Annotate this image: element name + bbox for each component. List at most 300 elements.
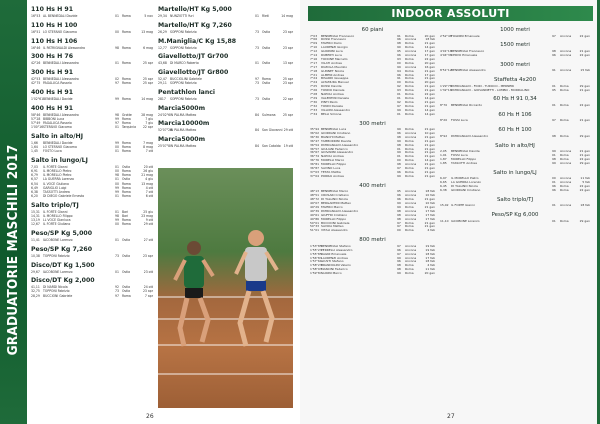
event-heading: 60 Hs H 106 bbox=[498, 111, 532, 118]
venue: Roma bbox=[405, 138, 414, 143]
athlete-name: GARIGLIO Luigi bbox=[43, 185, 67, 190]
birth-year: 98 bbox=[115, 213, 119, 218]
result-mark: 7"03 bbox=[310, 33, 318, 38]
date: 20 gen bbox=[424, 80, 435, 85]
date: 23 apr bbox=[282, 81, 293, 86]
event-heading: Marcia10000m bbox=[158, 120, 210, 128]
venue: Roma bbox=[405, 220, 414, 225]
date: 21 gen bbox=[424, 162, 435, 167]
result-mark: 49"07 bbox=[310, 201, 320, 206]
venue: Roma bbox=[560, 102, 569, 107]
date: 21 gen bbox=[579, 48, 590, 53]
venue: Ancona bbox=[560, 52, 572, 57]
result-row bbox=[31, 46, 153, 50]
result-row bbox=[158, 46, 293, 50]
result-row bbox=[31, 149, 153, 153]
venue: Roma bbox=[122, 45, 131, 50]
event-heading: 400 metri bbox=[359, 182, 386, 189]
result-mark: 42"75 bbox=[31, 81, 41, 86]
result-mark: 41,11 bbox=[31, 285, 40, 290]
venue: Ostia bbox=[122, 269, 131, 274]
venue: Roma bbox=[405, 166, 414, 171]
birth-year: 99 bbox=[397, 138, 401, 143]
birth-year: 98 bbox=[397, 142, 401, 147]
event-heading: Salto in alto/HJ bbox=[495, 142, 535, 149]
athlete-name: LAURENZI Giorgio bbox=[321, 45, 348, 50]
athlete-name: TONDO Daniele bbox=[321, 88, 345, 93]
result-block bbox=[158, 136, 293, 148]
venue: Roma bbox=[122, 29, 131, 34]
venue: Roma bbox=[122, 14, 131, 18]
venue: Ancona bbox=[405, 162, 417, 167]
birth-year: 92 bbox=[115, 285, 119, 290]
date: 29 gen bbox=[579, 83, 590, 88]
athlete-name: GIORDANI Cristiano bbox=[321, 130, 351, 135]
result-mark: 1,64 bbox=[31, 145, 38, 150]
venue: Ancona bbox=[405, 49, 417, 54]
date: 14 gen bbox=[424, 107, 435, 112]
athlete-name: PATRIGNALDI - GIOVANNETTI - LOMBO - MORDALINO bbox=[451, 87, 530, 92]
result-mark: 6,38 bbox=[31, 189, 38, 194]
date: 21 gen bbox=[579, 149, 590, 154]
result-mark: 10,38 bbox=[31, 253, 40, 258]
result-mark: 6,91 bbox=[31, 169, 38, 174]
date: 29 ott bbox=[283, 128, 293, 133]
result-mark: 16"46 bbox=[31, 45, 41, 50]
venue: Roma bbox=[405, 76, 414, 81]
result-block bbox=[158, 53, 293, 65]
athlete-name: DI TALLINO Nicola bbox=[451, 184, 478, 189]
event-heading: 300 Hs H 76 bbox=[31, 53, 74, 61]
birth-year: 01 bbox=[115, 194, 119, 199]
date: 21 gen bbox=[424, 146, 435, 151]
venue: Ancona bbox=[405, 255, 417, 260]
birth-year: 92 bbox=[397, 84, 401, 89]
venue: Roma bbox=[560, 188, 569, 192]
venue: Roma bbox=[122, 61, 131, 66]
birth-year: 99 bbox=[397, 255, 401, 260]
date: 22 gen bbox=[579, 188, 590, 192]
result-mark: 7"24 bbox=[310, 76, 318, 81]
result-block bbox=[440, 170, 590, 193]
result-mark: 6,38 bbox=[440, 188, 447, 192]
birth-year: 99 bbox=[115, 116, 119, 121]
result-mark: 15,02 bbox=[440, 203, 449, 208]
venue: Roma bbox=[405, 72, 414, 77]
athlete-name: LL VOCE Gianluca bbox=[43, 218, 71, 223]
result-row bbox=[158, 81, 293, 85]
result-mark: 57"28 bbox=[31, 116, 41, 121]
date: 19 ott bbox=[283, 144, 293, 149]
venue: Roma bbox=[262, 77, 271, 81]
venue: Ostia bbox=[262, 96, 271, 101]
date: 22 gen bbox=[579, 52, 590, 57]
result-mark: 26,29 bbox=[158, 29, 167, 34]
birth-year: 96 bbox=[552, 188, 556, 192]
venue: Roma bbox=[405, 158, 414, 163]
date: 22 gen bbox=[579, 184, 590, 189]
result-block bbox=[158, 120, 293, 132]
result-mark: 16"53 bbox=[31, 14, 41, 18]
athlete-name: RUBERTI Luca bbox=[321, 53, 342, 58]
venue: Roma bbox=[405, 224, 414, 229]
result-mark: 36"30 bbox=[310, 134, 320, 139]
birth-year: 01 bbox=[115, 238, 119, 242]
date: 9 ott bbox=[145, 218, 153, 223]
birth-year: 01 bbox=[552, 83, 556, 88]
date: 21 gen bbox=[579, 153, 590, 158]
athlete-name: CROSARI Cristiano bbox=[321, 193, 349, 198]
date: 23 apr bbox=[142, 289, 153, 294]
event-heading: Giavellotto/JT Gr700 bbox=[158, 53, 229, 61]
birth-year: 99 bbox=[552, 149, 556, 154]
result-block bbox=[31, 22, 153, 34]
result-mark: 52,47 bbox=[158, 77, 167, 81]
athlete-name: VILLONI Alessandro bbox=[321, 107, 351, 112]
venue: Roma bbox=[122, 145, 131, 150]
venue: Ancona bbox=[405, 243, 417, 248]
result-mark: 24'02"6 bbox=[158, 112, 171, 117]
athlete-name: SOPPONI Fabrizio bbox=[170, 29, 197, 34]
venue: Rieti bbox=[262, 14, 269, 18]
event-heading: Peso/SP Kg 5,000 bbox=[31, 230, 93, 237]
birth-year: 97 bbox=[115, 293, 119, 298]
birth-year: 97 bbox=[115, 120, 119, 125]
athlete-name: TASSOTTI Andrea bbox=[43, 189, 70, 194]
result-mark: 57"49 bbox=[31, 120, 41, 125]
venue: Roma bbox=[122, 218, 131, 223]
venue: Roma bbox=[560, 184, 569, 189]
date: 22 gen bbox=[424, 92, 435, 97]
result-mark: 36"87 bbox=[310, 166, 320, 171]
date: 22 gen bbox=[579, 156, 590, 161]
result-block bbox=[310, 237, 435, 276]
venue: Ostia bbox=[122, 177, 131, 182]
venue: Ancona bbox=[405, 251, 417, 256]
birth-year: 84 bbox=[255, 112, 259, 117]
birth-year: 96 bbox=[397, 72, 401, 77]
venue: Roma bbox=[405, 228, 414, 233]
result-mark: 1'53"85 bbox=[310, 243, 322, 248]
athlete-name: BIANCHI Matteo bbox=[321, 134, 345, 139]
result-mark: 7"06 bbox=[310, 37, 318, 42]
birth-year: 96 bbox=[552, 184, 556, 189]
event-heading: Disco/DT Kg 1,500 bbox=[31, 261, 95, 269]
date: 21 gen bbox=[424, 197, 435, 202]
venue: Bari bbox=[122, 213, 129, 218]
result-row bbox=[158, 128, 293, 132]
athlete-name: BENNEDALI Francesco bbox=[451, 48, 485, 53]
venue: San Cataldo bbox=[262, 144, 281, 149]
athlete-name: FAVERO Dario bbox=[321, 41, 342, 46]
venue: Roma bbox=[122, 81, 131, 86]
result-row bbox=[310, 175, 435, 179]
date: 25 giu bbox=[143, 209, 153, 214]
event-heading: 1000 metri bbox=[500, 27, 530, 33]
result-mark: 8'51"12 bbox=[440, 68, 452, 73]
birth-year: 84 bbox=[255, 128, 259, 133]
birth-year: 73 bbox=[115, 289, 119, 294]
result-mark: 16"51 bbox=[31, 29, 41, 34]
birth-year: 01 bbox=[255, 61, 259, 66]
venue: Roma bbox=[405, 84, 414, 89]
result-mark: 1'58"23 bbox=[310, 263, 322, 268]
birth-year: 99 bbox=[115, 218, 119, 223]
date: 14 gen bbox=[424, 45, 435, 50]
result-row bbox=[158, 30, 293, 34]
athlete-name: LO STEFANO Giacomo bbox=[43, 145, 77, 150]
result-mark: 1'56"83 bbox=[310, 255, 322, 260]
athlete-name: PATRIGNALDI Alessandro bbox=[321, 208, 359, 213]
result-block bbox=[31, 230, 153, 242]
venue: Roma bbox=[405, 154, 414, 159]
result-mark: 25'07"8 bbox=[158, 144, 171, 149]
date: 7 giu bbox=[145, 116, 153, 121]
date: 18 feb bbox=[425, 259, 435, 264]
venue: Roma bbox=[560, 153, 569, 158]
date: 13 apr bbox=[282, 61, 293, 66]
date: 29 gen bbox=[579, 133, 590, 138]
birth-year: 01 bbox=[115, 269, 119, 274]
athlete-name: FOGNINI Emanuele bbox=[451, 33, 480, 38]
athlete-name: IL VOCE Giuliano bbox=[43, 181, 69, 186]
birth-year: 01 bbox=[115, 149, 119, 154]
track-lane-line bbox=[158, 373, 293, 375]
venue: Roma bbox=[405, 197, 414, 202]
athlete-name: CERVO Emanuele bbox=[451, 52, 478, 57]
venue: Roma bbox=[405, 142, 414, 147]
birth-year: 00 bbox=[115, 181, 119, 186]
result-mark: 1,87 bbox=[440, 156, 447, 161]
birth-year: 01 bbox=[552, 153, 556, 158]
athlete-name: TESTA Mattia bbox=[321, 170, 341, 174]
athlete-name: MORELLO Filippo bbox=[451, 156, 477, 161]
result-row bbox=[310, 113, 435, 117]
athlete-name: IL FORTE Gianni bbox=[43, 164, 68, 169]
athlete-name: BENNEDALI Davide bbox=[451, 149, 480, 154]
venue: Ancona bbox=[405, 189, 417, 194]
event-heading: 110 Hs H 91 bbox=[31, 6, 74, 13]
athlete-name: BENNEDALI Alessandro bbox=[43, 77, 79, 81]
date: 17 gen bbox=[424, 49, 435, 54]
result-mark: 1'57"61 bbox=[310, 259, 322, 264]
date: 6 ott bbox=[145, 194, 153, 199]
athlete-name: VILATI Andrea bbox=[321, 60, 342, 65]
athlete-name: SAVINO Luca bbox=[321, 166, 341, 171]
result-mark: 6,97 bbox=[440, 176, 447, 181]
athlete-name: LO STEFANO Giacomo bbox=[43, 29, 77, 34]
venue: Roma bbox=[405, 271, 414, 276]
date: 24 ott bbox=[143, 285, 153, 290]
result-mark: 7"28 bbox=[310, 92, 318, 97]
date: 14 mag bbox=[281, 14, 293, 18]
birth-year: 97 bbox=[552, 118, 556, 123]
athlete-name: BENNEDALI Alessandro bbox=[451, 68, 486, 73]
right-column-2 bbox=[440, 25, 590, 228]
date: 19 feb bbox=[425, 243, 435, 248]
date: 18 feb bbox=[425, 251, 435, 256]
birth-year: 01 bbox=[115, 209, 119, 214]
date: 25 apr bbox=[282, 77, 293, 81]
athlete-name: BRANDOLINI Valerio bbox=[321, 263, 351, 268]
athlete-name: TOPPONI Fabrizio bbox=[43, 253, 70, 258]
athlete-name: RAGNI Emanuele bbox=[321, 251, 347, 256]
date: 17 feb bbox=[425, 216, 435, 221]
venue: Roma bbox=[122, 185, 131, 190]
venue: Roma bbox=[122, 173, 131, 178]
venue: Roma bbox=[560, 156, 569, 161]
date: 25 apr bbox=[142, 61, 153, 66]
birth-year: 00 bbox=[397, 158, 401, 163]
result-mark: 29,34 bbox=[158, 14, 167, 18]
result-mark: 7"34 bbox=[310, 111, 318, 116]
venue: Roma bbox=[122, 293, 131, 298]
event-heading: Martello/HT Kg 5,000 bbox=[158, 6, 232, 13]
athlete-name: IN PALMA Matteo bbox=[170, 144, 197, 149]
result-row bbox=[158, 97, 293, 101]
date: 29 gen bbox=[579, 160, 590, 165]
event-heading: 60 Hs H 91 0,34 bbox=[493, 96, 537, 103]
venue: Ancona bbox=[560, 160, 572, 165]
date: 21 gen bbox=[424, 127, 435, 132]
birth-year: 92 bbox=[397, 99, 401, 104]
birth-year: 73 bbox=[255, 45, 259, 50]
venue: Ostia bbox=[122, 238, 131, 242]
event-heading: Peso/SP Kg 6,000 bbox=[491, 212, 539, 219]
athlete-name: BENNEDALI Francesco bbox=[321, 33, 355, 38]
result-mark: 7,03 bbox=[31, 164, 38, 169]
date: 21 gen bbox=[424, 134, 435, 139]
result-mark: 1'00"16 bbox=[31, 125, 44, 130]
result-row bbox=[158, 61, 293, 65]
date: 27 ott bbox=[143, 238, 153, 242]
birth-year: 00 bbox=[115, 29, 119, 34]
venue: Grotte bbox=[122, 112, 132, 117]
spine-title: GRADUATORIE MASCHILI 2017 bbox=[5, 144, 21, 356]
venue: Roma bbox=[405, 103, 414, 108]
result-mark: 49"39 bbox=[310, 208, 320, 213]
venue: Ostia bbox=[262, 81, 271, 86]
birth-year: 73 bbox=[255, 29, 259, 34]
result-row bbox=[31, 30, 153, 34]
birth-year: 73 bbox=[255, 96, 259, 101]
date: 28 mag bbox=[141, 112, 153, 117]
result-mark: 7"09 bbox=[310, 41, 318, 46]
athlete-name: ROSSI Davide bbox=[321, 84, 342, 89]
page-number-left: 26 bbox=[146, 413, 154, 420]
result-mark: 7"16 bbox=[310, 56, 318, 61]
birth-year: 73 bbox=[115, 253, 119, 258]
birth-year: 01 bbox=[115, 125, 119, 130]
date: 15 feb bbox=[580, 68, 590, 73]
athlete-name: IL MORELLO Pietro bbox=[451, 176, 479, 181]
date: 17 feb bbox=[425, 255, 435, 260]
venue: Roma bbox=[405, 267, 414, 272]
result-mark: 7"32 bbox=[310, 103, 318, 108]
date: 20 gen bbox=[424, 60, 435, 65]
athlete-name: IN PALMA Matteo bbox=[170, 128, 197, 133]
venue: Roma bbox=[122, 120, 131, 125]
athlete-name: BERGANTINI Matteo bbox=[321, 201, 351, 206]
birth-year: 98 bbox=[115, 173, 119, 178]
venue: Roma bbox=[560, 218, 569, 223]
birth-year: 96 bbox=[397, 259, 401, 264]
date: 8 mag bbox=[143, 145, 153, 150]
result-mark: 6,57 bbox=[31, 177, 38, 182]
birth-year: 95 bbox=[397, 189, 401, 194]
result-mark: 35"94 bbox=[310, 127, 320, 132]
venue: Ancona bbox=[560, 48, 572, 53]
venue: Roma bbox=[405, 99, 414, 104]
birth-year: 97 bbox=[397, 243, 401, 248]
athlete-name: GIORDANI Cristiano bbox=[451, 188, 481, 192]
result-row bbox=[158, 144, 293, 148]
athlete-name: NAPOLI Andrea bbox=[321, 92, 344, 97]
event-heading: Disco/DT Kg 2,000 bbox=[31, 277, 95, 285]
athlete-name: IL FORTE Gianni bbox=[43, 209, 68, 214]
birth-year: 99 bbox=[397, 107, 401, 112]
athlete-name: FAVERO Marco bbox=[321, 204, 343, 209]
birth-year: 01 bbox=[115, 177, 119, 182]
result-block bbox=[31, 53, 153, 65]
result-mark: 15,31 bbox=[31, 209, 40, 214]
result-mark: 6,79 bbox=[31, 173, 38, 178]
birth-year: 01 bbox=[552, 203, 556, 208]
venue: Roma bbox=[122, 149, 131, 154]
result-mark: 37"03 bbox=[310, 170, 320, 174]
date: 22 apr bbox=[142, 125, 153, 130]
result-mark: 49"61 bbox=[310, 212, 320, 217]
date: 16 gen bbox=[424, 64, 435, 69]
athlete-name: GIOVANNI Alessandro bbox=[321, 150, 354, 155]
date: 5 feb bbox=[582, 180, 590, 185]
athlete-name: BENNEDALI Davide bbox=[43, 96, 73, 101]
birth-year: 96 bbox=[397, 197, 401, 202]
birth-year: 95 bbox=[397, 49, 401, 54]
result-block bbox=[31, 38, 153, 50]
athlete-name: IL FORTE Giuliano bbox=[43, 222, 71, 227]
date: 21 gen bbox=[424, 84, 435, 89]
venue: Roma bbox=[405, 80, 414, 85]
event-heading: Martello/HT Kg 7,260 bbox=[158, 21, 232, 29]
athlete-name: PATRIGNALDI Alessandro bbox=[321, 142, 359, 147]
date: 14 gen bbox=[424, 96, 435, 100]
result-mark: 11,41 bbox=[31, 238, 40, 242]
result-mark: 7"30 bbox=[310, 99, 318, 104]
date: 21 gen bbox=[424, 68, 435, 73]
date: 18 feb bbox=[425, 37, 435, 42]
date: 7 mag bbox=[143, 140, 153, 145]
birth-year: 00 bbox=[397, 228, 401, 233]
venue: Roma bbox=[122, 77, 131, 81]
result-mark: 7"21 bbox=[310, 72, 318, 77]
venue: Roma bbox=[405, 68, 414, 73]
birth-year: 01 bbox=[397, 92, 401, 97]
result-mark: 1,91 bbox=[440, 153, 447, 158]
result-block bbox=[440, 77, 590, 92]
venue: Ancona bbox=[405, 37, 417, 42]
birth-year: 96 bbox=[397, 130, 401, 135]
result-block bbox=[31, 277, 153, 297]
birth-year: 00 bbox=[397, 60, 401, 65]
venue: Bari bbox=[122, 209, 129, 214]
athlete-name: BENNEDALI Marco bbox=[321, 189, 349, 194]
result-row bbox=[310, 229, 435, 233]
result-mark: 4'01"16 bbox=[440, 48, 452, 53]
date: 26 giu bbox=[143, 169, 153, 174]
athlete-name: DI DIEGO Gabriele Ernesto bbox=[43, 194, 85, 199]
athlete-name: BENNEDALI Riccardo bbox=[451, 102, 483, 107]
